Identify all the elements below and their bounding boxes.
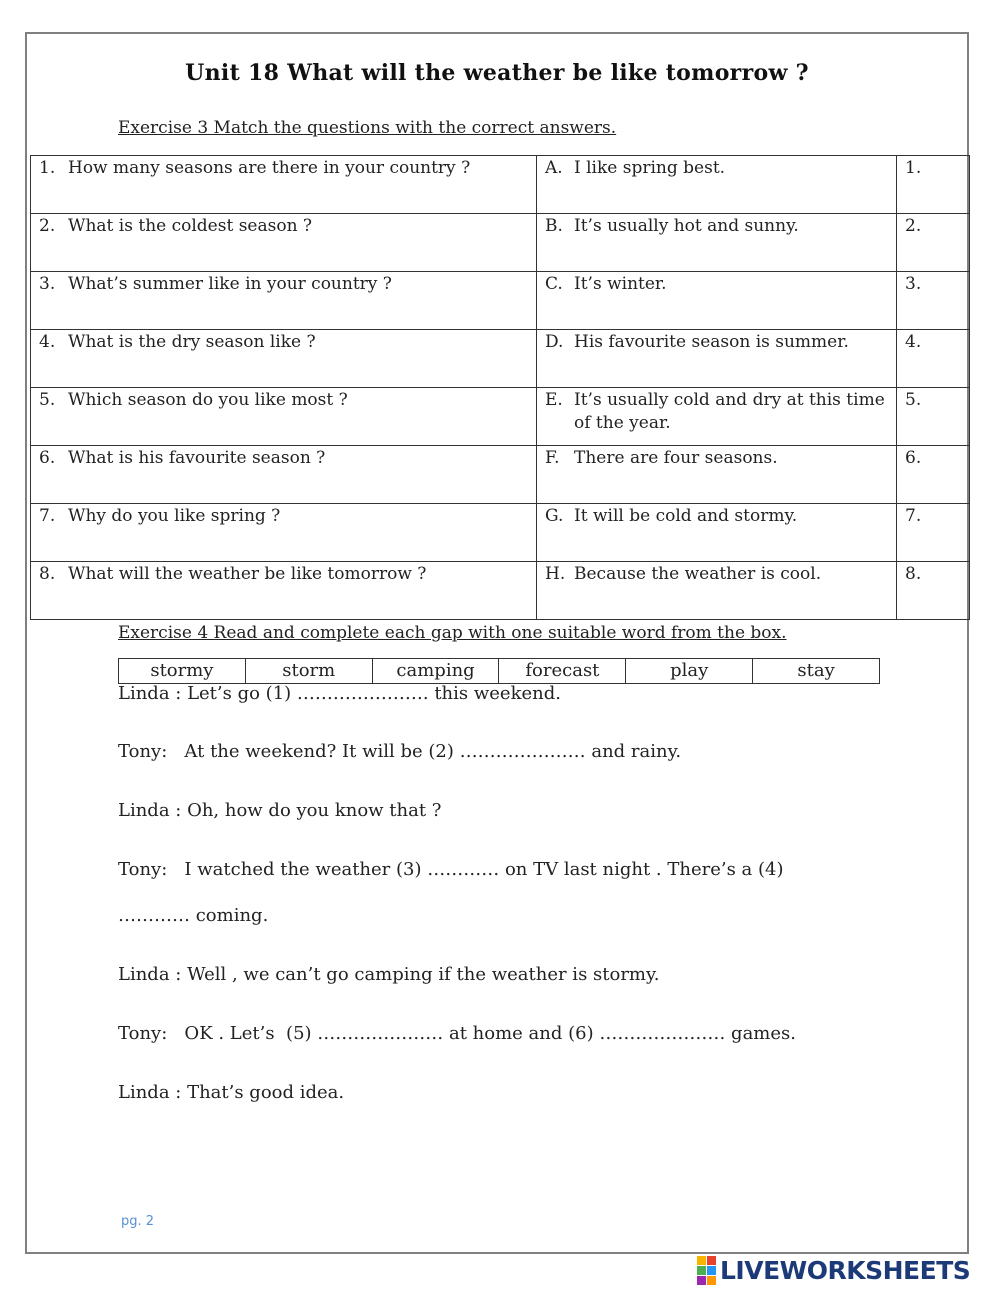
logo-blocks-icon [697, 1256, 716, 1285]
answer-slot[interactable]: 8. [897, 562, 970, 620]
question-cell-label: 1. [39, 158, 56, 178]
logo-text: LIVEWORKSHEETS [720, 1255, 971, 1285]
answer-cell-label: A. [545, 158, 563, 178]
answer-cell-text: Because the weather is cool. [574, 564, 822, 584]
question-cell-text: What will the weather be like tomorrow ? [68, 564, 427, 584]
question-cell-label: 8. [39, 564, 56, 584]
question-cell-label: 3. [39, 274, 56, 294]
answer-slot[interactable]: 2. [897, 214, 970, 272]
matching-row [31, 330, 970, 388]
liveworksheets-logo[interactable] [697, 1256, 970, 1284]
answer-slot[interactable]: 5. [897, 388, 970, 446]
question-cell-text: What is the coldest season ? [68, 216, 313, 236]
question-cell-label: 2. [39, 216, 56, 236]
word-box-cell: storm [245, 659, 372, 684]
page-number: pg. 2 [121, 1214, 155, 1229]
answer-cell-text: It’s usually cold and dry at this time of the year. [574, 390, 885, 433]
matching-table [30, 155, 970, 620]
matching-row [31, 446, 970, 504]
answer-cell-label: D. [545, 332, 564, 352]
dialogue-line: Linda : That’s good idea. [118, 1082, 345, 1103]
exercise-4-heading: Exercise 4 Read and complete each gap with one suitable word from the box. [118, 623, 787, 643]
word-box-cell: camping [372, 659, 499, 684]
answer-cell [537, 388, 897, 446]
question-cell-text: What is the dry season like ? [68, 332, 316, 352]
word-box-cell: stormy [119, 659, 246, 684]
answer-cell [537, 214, 897, 272]
answer-cell-label: F. [545, 448, 560, 468]
matching-row [31, 504, 970, 562]
question-cell-text: What’s summer like in your country ? [68, 274, 392, 294]
question-cell-text: Which season do you like most ? [68, 390, 348, 410]
answer-cell-text: It’s winter. [574, 274, 667, 294]
question-cell [31, 330, 537, 388]
dialogue-line: Tony: OK . Let’s (5) ………………… at home and (6) ………………… games. [118, 1023, 796, 1044]
word-box-cell: forecast [499, 659, 626, 684]
dialogue-line: ………… coming. [118, 905, 269, 926]
matching-row [31, 562, 970, 620]
answer-cell-text: His favourite season is summer. [574, 332, 849, 352]
word-box-cell: stay [753, 659, 880, 684]
answer-slot[interactable]: 7. [897, 504, 970, 562]
question-cell [31, 562, 537, 620]
answer-cell-text: There are four seasons. [574, 448, 778, 468]
answer-cell-label: E. [545, 390, 563, 410]
answer-slot[interactable]: 4. [897, 330, 970, 388]
answer-cell [537, 156, 897, 214]
dialogue-line: Linda : Well , we can’t go camping if the weather is stormy. [118, 964, 660, 985]
answer-cell [537, 504, 897, 562]
answer-cell [537, 330, 897, 388]
dialogue-line: Linda : Let’s go (1) …………………. this weekend. [118, 683, 561, 704]
question-cell [31, 388, 537, 446]
question-cell [31, 446, 537, 504]
question-cell-text: How many seasons are there in your country ? [68, 158, 471, 178]
answer-cell [537, 562, 897, 620]
answer-cell-label: G. [545, 506, 564, 526]
answer-slot[interactable]: 3. [897, 272, 970, 330]
question-cell-text: What is his favourite season ? [68, 448, 326, 468]
word-box-cell: play [626, 659, 753, 684]
matching-row [31, 272, 970, 330]
dialogue-line: Tony: At the weekend? It will be (2) ………………… and rainy. [118, 741, 682, 762]
question-cell-label: 5. [39, 390, 56, 410]
answer-slot[interactable]: 6. [897, 446, 970, 504]
question-cell [31, 504, 537, 562]
question-cell [31, 214, 537, 272]
answer-cell [537, 272, 897, 330]
page-title: Unit 18 What will the weather be like tomorrow ? [185, 60, 809, 86]
matching-row [31, 156, 970, 214]
answer-cell-label: H. [545, 564, 566, 584]
answer-cell-text: It’s usually hot and sunny. [574, 216, 799, 236]
dialogue-line: Tony: I watched the weather (3) ………… on TV last night . There’s a (4) [118, 859, 784, 880]
question-cell-label: 6. [39, 448, 56, 468]
exercise-3-heading: Exercise 3 Match the questions with the correct answers. [118, 118, 617, 138]
question-cell-label: 4. [39, 332, 56, 352]
answer-cell-label: B. [545, 216, 563, 236]
answer-cell-text: It will be cold and stormy. [574, 506, 798, 526]
answer-slot[interactable]: 1. [897, 156, 970, 214]
question-cell-text: Why do you like spring ? [68, 506, 281, 526]
question-cell [31, 156, 537, 214]
matching-row [31, 214, 970, 272]
question-cell-label: 7. [39, 506, 56, 526]
answer-cell-label: C. [545, 274, 563, 294]
dialogue-line: Linda : Oh, how do you know that ? [118, 800, 442, 821]
question-cell [31, 272, 537, 330]
answer-cell [537, 446, 897, 504]
matching-row [31, 388, 970, 446]
word-box [118, 658, 880, 684]
answer-cell-text: I like spring best. [574, 158, 726, 178]
